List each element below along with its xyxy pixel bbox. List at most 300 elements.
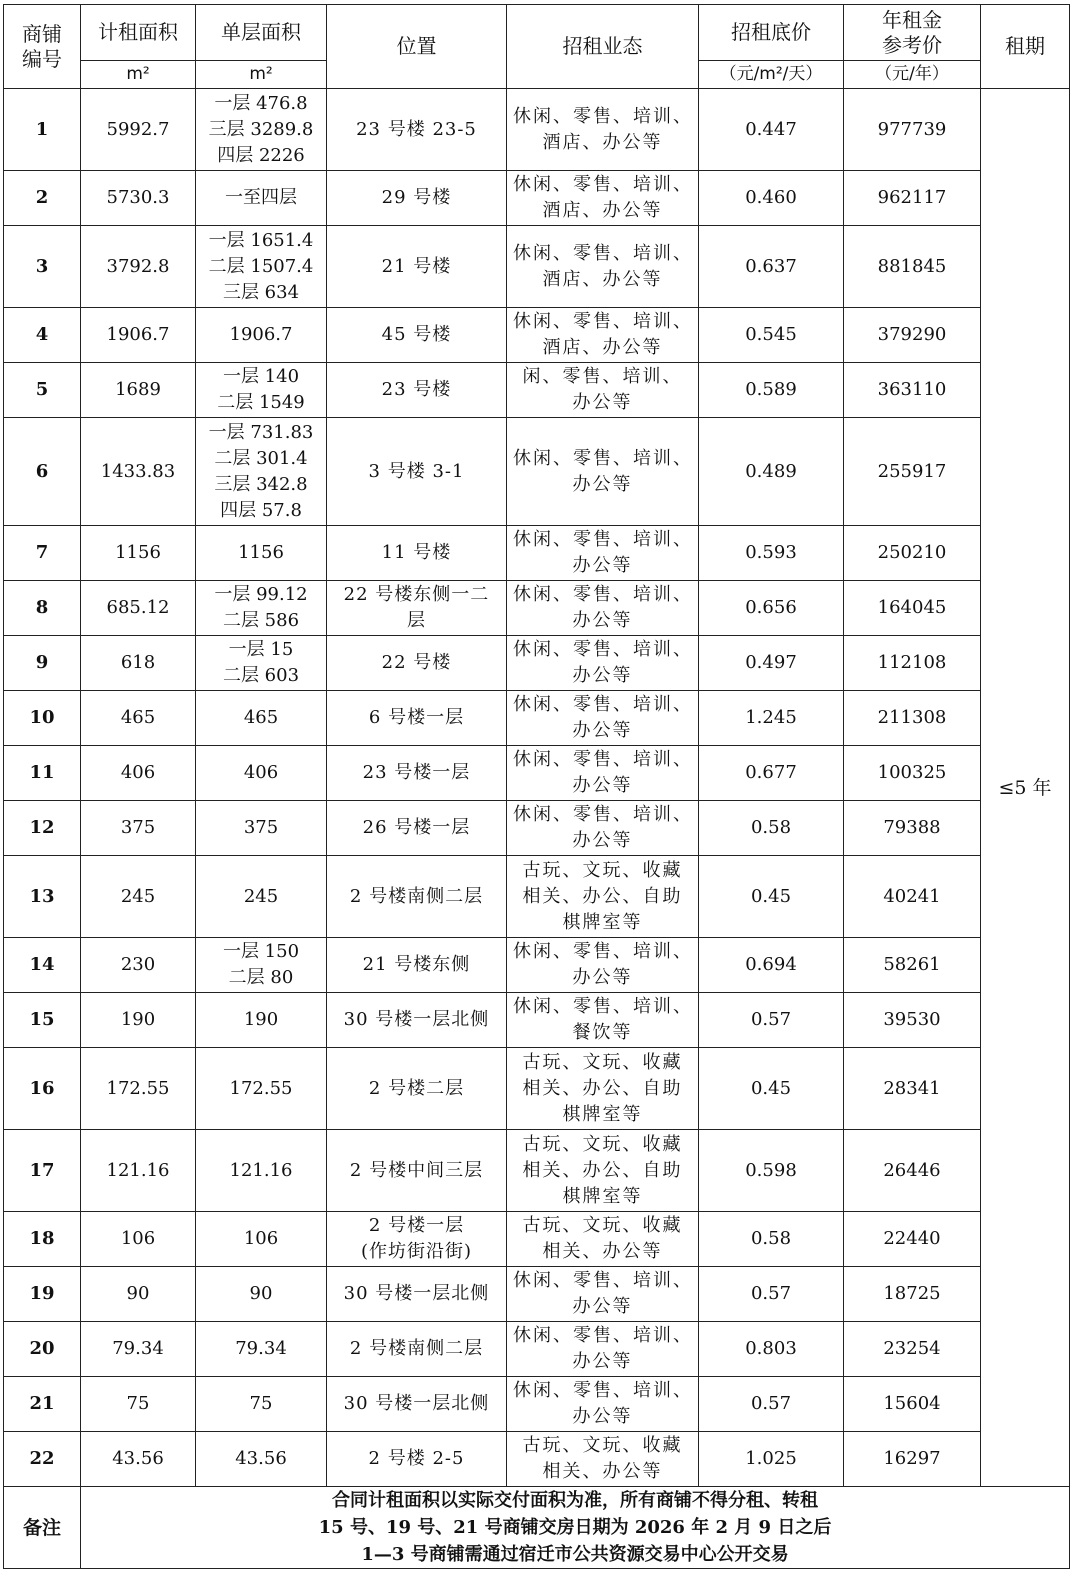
business-line: 办公等 <box>572 830 633 851</box>
table-row <box>4 171 1070 226</box>
business-line: 办公等 <box>572 1406 633 1427</box>
cell-location <box>327 1130 507 1212</box>
cell-floor-area <box>196 308 327 363</box>
location-line: 2 号楼中间三层 <box>349 1159 484 1181</box>
table-header <box>4 5 1070 89</box>
cell-annual-rent: 23254 <box>844 1322 981 1377</box>
cell-term: ≤5 年 <box>981 89 1070 1487</box>
location-line: 23 号楼 23-5 <box>356 118 477 140</box>
cell-shop-no: 17 <box>4 1130 81 1212</box>
cell-business <box>507 938 699 993</box>
cell-rent-area: 375 <box>81 801 196 856</box>
cell-floor-area <box>196 226 327 308</box>
cell-floor-area <box>196 89 327 171</box>
cell-annual-rent: 100325 <box>844 746 981 801</box>
table-row <box>4 89 1070 171</box>
cell-shop-no: 18 <box>4 1212 81 1267</box>
cell-floor-area <box>196 1432 327 1487</box>
floor-area-line: 1906.7 <box>229 324 293 345</box>
cell-annual-rent: 250210 <box>844 526 981 581</box>
business-line: 相关、办公、自助 <box>522 1077 683 1099</box>
cell-shop-no: 13 <box>4 856 81 938</box>
remark-line-3: 1—3 号商铺需通过宿迁市公共资源交易中心公开交易 <box>361 1544 789 1565</box>
cell-shop-no: 20 <box>4 1322 81 1377</box>
business-line: 休闲、零售、培训、 <box>513 749 693 770</box>
table-row <box>4 856 1070 938</box>
location-line: 2 号楼二层 <box>368 1077 465 1099</box>
cell-shop-no: 8 <box>4 581 81 636</box>
business-line: 休闲、零售、培训、 <box>513 941 693 962</box>
cell-floor-area <box>196 363 327 418</box>
business-line: 休闲、零售、培训、 <box>513 447 693 469</box>
cell-business <box>507 993 699 1048</box>
cell-business <box>507 226 699 308</box>
header-annual-rent-line1: 年租金 <box>882 7 942 32</box>
floor-area-line: 75 <box>249 1393 273 1414</box>
table-footer <box>4 1487 1070 1569</box>
header-shop-no <box>4 5 81 89</box>
cell-base-price: 1.025 <box>699 1432 844 1487</box>
business-line: 古玩、文玩、收藏 <box>522 859 683 881</box>
cell-location <box>327 938 507 993</box>
cell-floor-area <box>196 856 327 938</box>
cell-rent-area: 1433.83 <box>81 418 196 526</box>
cell-annual-rent: 28341 <box>844 1048 981 1130</box>
cell-base-price: 0.497 <box>699 636 844 691</box>
cell-annual-rent: 881845 <box>844 226 981 308</box>
header-base-price: 招租底价 <box>699 5 844 61</box>
location-line: 2 号楼南侧二层 <box>349 1338 484 1359</box>
cell-rent-area: 190 <box>81 993 196 1048</box>
business-line: 棋牌室等 <box>562 1185 643 1207</box>
cell-location <box>327 89 507 171</box>
cell-floor-area <box>196 1322 327 1377</box>
cell-shop-no: 6 <box>4 418 81 526</box>
cell-shop-no: 21 <box>4 1377 81 1432</box>
table-row <box>4 308 1070 363</box>
cell-base-price: 0.57 <box>699 993 844 1048</box>
cell-annual-rent: 79388 <box>844 801 981 856</box>
table-row <box>4 363 1070 418</box>
floor-area-line: 106 <box>243 1228 279 1249</box>
location-line: 23 号楼一层 <box>362 762 471 783</box>
cell-base-price: 0.593 <box>699 526 844 581</box>
business-line: 棋牌室等 <box>562 911 643 933</box>
cell-rent-area: 121.16 <box>81 1130 196 1212</box>
cell-business <box>507 746 699 801</box>
table-body <box>4 89 1070 1487</box>
business-line: 酒店、办公等 <box>542 337 663 358</box>
cell-location <box>327 171 507 226</box>
cell-business <box>507 89 699 171</box>
cell-shop-no: 5 <box>4 363 81 418</box>
cell-floor-area <box>196 1048 327 1130</box>
cell-shop-no: 4 <box>4 308 81 363</box>
business-line: 餐饮等 <box>572 1022 633 1043</box>
cell-location <box>327 1267 507 1322</box>
cell-rent-area: 79.34 <box>81 1322 196 1377</box>
floor-area-line: 一层 150 <box>222 941 300 962</box>
cell-annual-rent: 211308 <box>844 691 981 746</box>
floor-area-line: 465 <box>243 707 279 728</box>
cell-annual-rent: 58261 <box>844 938 981 993</box>
cell-annual-rent: 39530 <box>844 993 981 1048</box>
floor-area-line: 二层 301.4 <box>214 447 308 469</box>
business-line: 相关、办公、自助 <box>522 885 683 907</box>
business-line: 休闲、零售、培训、 <box>513 1325 693 1346</box>
table-row <box>4 226 1070 308</box>
floor-area-line: 375 <box>243 817 279 838</box>
location-line: 45 号楼 <box>381 324 452 345</box>
cell-location <box>327 636 507 691</box>
floor-area-line: 90 <box>249 1283 273 1304</box>
cell-base-price: 0.447 <box>699 89 844 171</box>
floor-area-line: 二层 80 <box>228 967 294 988</box>
business-line: 古玩、文玩、收藏 <box>522 1435 683 1456</box>
cell-annual-rent: 22440 <box>844 1212 981 1267</box>
table-row <box>4 691 1070 746</box>
business-line: 古玩、文玩、收藏 <box>522 1133 683 1155</box>
floor-area-line: 一层 15 <box>228 639 294 660</box>
location-line: 11 号楼 <box>381 542 452 563</box>
cell-annual-rent: 16297 <box>844 1432 981 1487</box>
cell-location <box>327 363 507 418</box>
cell-location <box>327 993 507 1048</box>
cell-rent-area: 618 <box>81 636 196 691</box>
location-line: 2 号楼 2-5 <box>368 1448 465 1469</box>
header-shop-no-line2: 编号 <box>22 46 62 71</box>
cell-shop-no: 14 <box>4 938 81 993</box>
business-line: 办公等 <box>572 473 633 495</box>
cell-rent-area: 465 <box>81 691 196 746</box>
table-row <box>4 938 1070 993</box>
cell-location <box>327 1377 507 1432</box>
business-line: 休闲、零售、培训、 <box>513 174 693 195</box>
location-line: 29 号楼 <box>381 187 452 208</box>
business-line: 相关、办公、自助 <box>522 1159 683 1181</box>
cell-base-price: 0.58 <box>699 1212 844 1267</box>
cell-shop-no: 22 <box>4 1432 81 1487</box>
business-line: 古玩、文玩、收藏 <box>522 1051 683 1073</box>
cell-location <box>327 1212 507 1267</box>
cell-base-price: 0.57 <box>699 1377 844 1432</box>
cell-floor-area <box>196 1130 327 1212</box>
cell-annual-rent: 26446 <box>844 1130 981 1212</box>
cell-base-price: 0.694 <box>699 938 844 993</box>
cell-location <box>327 308 507 363</box>
floor-area-line: 二层 1549 <box>217 392 305 413</box>
business-line: 酒店、办公等 <box>542 268 663 290</box>
cell-annual-rent: 164045 <box>844 581 981 636</box>
floor-area-line: 二层 603 <box>222 665 300 686</box>
cell-business <box>507 171 699 226</box>
cell-business <box>507 1130 699 1212</box>
cell-shop-no: 11 <box>4 746 81 801</box>
remarks-label: 备注 <box>4 1487 81 1569</box>
cell-base-price: 0.637 <box>699 226 844 308</box>
business-line: 休闲、零售、培训、 <box>513 1270 693 1291</box>
cell-annual-rent: 255917 <box>844 418 981 526</box>
business-line: 办公等 <box>572 1351 633 1372</box>
unit-base-price: （元/m²/天） <box>699 61 844 89</box>
business-line: 休闲、零售、培训、 <box>513 1380 693 1401</box>
business-line: 办公等 <box>572 610 633 631</box>
cell-rent-area: 685.12 <box>81 581 196 636</box>
floor-area-line: 一层 1651.4 <box>208 229 314 251</box>
floor-area-line: 190 <box>243 1009 279 1030</box>
location-line: 26 号楼一层 <box>362 817 471 838</box>
location-line: 3 号楼 3-1 <box>368 460 465 482</box>
cell-base-price: 0.45 <box>699 856 844 938</box>
cell-business <box>507 308 699 363</box>
cell-annual-rent: 112108 <box>844 636 981 691</box>
business-line: 休闲、零售、培训、 <box>513 996 693 1017</box>
business-line: 休闲、零售、培训、 <box>513 639 693 660</box>
cell-rent-area: 406 <box>81 746 196 801</box>
unit-annual-rent: （元/年） <box>844 61 981 89</box>
cell-location <box>327 1322 507 1377</box>
table-row <box>4 418 1070 526</box>
remarks-row <box>4 1487 1070 1569</box>
cell-business <box>507 526 699 581</box>
location-line: (作坊街沿街) <box>360 1241 473 1262</box>
cell-floor-area <box>196 418 327 526</box>
cell-annual-rent: 379290 <box>844 308 981 363</box>
table-row <box>4 526 1070 581</box>
cell-rent-area: 5730.3 <box>81 171 196 226</box>
floor-area-line: 43.56 <box>235 1448 287 1469</box>
cell-rent-area: 1156 <box>81 526 196 581</box>
location-line: 23 号楼 <box>381 379 452 400</box>
unit-rent-area: m² <box>81 61 196 89</box>
business-line: 休闲、零售、培训、 <box>513 242 693 264</box>
cell-business <box>507 636 699 691</box>
business-line: 休闲、零售、培训、 <box>513 311 693 332</box>
shop-rental-table <box>3 4 1070 1569</box>
cell-floor-area <box>196 746 327 801</box>
business-line: 办公等 <box>572 555 633 576</box>
business-line: 酒店、办公等 <box>542 200 663 221</box>
cell-base-price: 0.677 <box>699 746 844 801</box>
header-business: 招租业态 <box>507 5 699 89</box>
cell-shop-no: 2 <box>4 171 81 226</box>
location-line: 30 号楼一层北侧 <box>343 1009 490 1030</box>
cell-business <box>507 1322 699 1377</box>
location-line: 2 号楼南侧二层 <box>349 885 484 907</box>
cell-business <box>507 801 699 856</box>
table-row <box>4 1130 1070 1212</box>
location-line: 22 号楼 <box>381 652 452 673</box>
cell-business <box>507 1432 699 1487</box>
table-row <box>4 1212 1070 1267</box>
cell-base-price: 0.57 <box>699 1267 844 1322</box>
location-line: 21 号楼东侧 <box>362 954 471 975</box>
cell-base-price: 0.803 <box>699 1322 844 1377</box>
cell-shop-no: 3 <box>4 226 81 308</box>
cell-shop-no: 16 <box>4 1048 81 1130</box>
cell-base-price: 0.489 <box>699 418 844 526</box>
cell-business <box>507 1267 699 1322</box>
cell-rent-area: 1906.7 <box>81 308 196 363</box>
location-line: 21 号楼 <box>381 255 452 277</box>
business-line: 古玩、文玩、收藏 <box>522 1215 683 1236</box>
location-line: 层 <box>407 610 426 631</box>
cell-base-price: 0.460 <box>699 171 844 226</box>
floor-area-line: 一层 731.83 <box>208 421 314 443</box>
table-row <box>4 1048 1070 1130</box>
remark-line-2: 15 号、19 号、21 号商铺交房日期为 2026 年 2 月 9 日之后 <box>318 1517 832 1538</box>
cell-shop-no: 12 <box>4 801 81 856</box>
cell-annual-rent: 977739 <box>844 89 981 171</box>
location-line: 30 号楼一层北侧 <box>343 1393 490 1414</box>
cell-base-price: 0.589 <box>699 363 844 418</box>
cell-floor-area <box>196 993 327 1048</box>
cell-business <box>507 1212 699 1267</box>
cell-business <box>507 363 699 418</box>
cell-business <box>507 691 699 746</box>
cell-rent-area: 3792.8 <box>81 226 196 308</box>
cell-rent-area: 1689 <box>81 363 196 418</box>
cell-floor-area <box>196 938 327 993</box>
location-line: 22 号楼东侧一二 <box>343 584 490 605</box>
cell-floor-area <box>196 1212 327 1267</box>
location-line: 2 号楼一层 <box>368 1215 465 1236</box>
floor-area-line: 三层 3289.8 <box>208 118 314 140</box>
header-rent-area: 计租面积 <box>81 5 196 61</box>
table-row <box>4 1377 1070 1432</box>
business-line: 闲、零售、培训、 <box>522 366 683 387</box>
cell-location <box>327 226 507 308</box>
cell-base-price: 0.545 <box>699 308 844 363</box>
floor-area-line: 一层 140 <box>222 366 300 387</box>
header-annual-rent-line2: 参考价 <box>882 32 942 57</box>
business-line: 酒店、办公等 <box>542 131 663 153</box>
cell-location <box>327 581 507 636</box>
floor-area-line: 二层 1507.4 <box>208 255 314 277</box>
business-line: 休闲、零售、培训、 <box>513 804 693 825</box>
remark-line-1: 合同计租面积以实际交付面积为准，所有商铺不得分租、转租 <box>332 1490 818 1511</box>
business-line: 棋牌室等 <box>562 1103 643 1125</box>
cell-location <box>327 526 507 581</box>
cell-floor-area <box>196 1377 327 1432</box>
business-line: 休闲、零售、培训、 <box>513 694 693 715</box>
cell-rent-area: 43.56 <box>81 1432 196 1487</box>
cell-business <box>507 581 699 636</box>
header-annual-rent <box>844 5 981 61</box>
header-floor-area: 单层面积 <box>196 5 327 61</box>
floor-area-line: 121.16 <box>229 1159 293 1181</box>
cell-shop-no: 9 <box>4 636 81 691</box>
floor-area-line: 一至四层 <box>225 187 297 208</box>
floor-area-line: 一层 476.8 <box>214 92 308 114</box>
cell-location <box>327 1048 507 1130</box>
floor-area-line: 四层 2226 <box>217 144 305 166</box>
cell-location <box>327 746 507 801</box>
table-row <box>4 993 1070 1048</box>
table-row <box>4 746 1070 801</box>
business-line: 休闲、零售、培训、 <box>513 584 693 605</box>
remarks-text <box>81 1487 1070 1569</box>
cell-base-price: 0.45 <box>699 1048 844 1130</box>
floor-area-line: 三层 342.8 <box>214 473 308 495</box>
cell-location <box>327 1432 507 1487</box>
business-line: 办公等 <box>572 775 633 796</box>
cell-base-price: 0.656 <box>699 581 844 636</box>
floor-area-line: 三层 634 <box>222 281 300 303</box>
cell-rent-area: 245 <box>81 856 196 938</box>
cell-business <box>507 1048 699 1130</box>
header-shop-no-line1: 商铺 <box>22 21 62 46</box>
cell-rent-area: 230 <box>81 938 196 993</box>
cell-location <box>327 856 507 938</box>
location-line: 30 号楼一层北侧 <box>343 1283 490 1304</box>
business-line: 相关、办公等 <box>542 1461 663 1482</box>
unit-floor-area: m² <box>196 61 327 89</box>
header-location: 位置 <box>327 5 507 89</box>
cell-shop-no: 1 <box>4 89 81 171</box>
table-row <box>4 1322 1070 1377</box>
cell-shop-no: 15 <box>4 993 81 1048</box>
cell-business <box>507 418 699 526</box>
cell-rent-area: 5992.7 <box>81 89 196 171</box>
table-row <box>4 801 1070 856</box>
business-line: 办公等 <box>572 1296 633 1317</box>
header-row <box>4 5 1070 61</box>
cell-rent-area: 90 <box>81 1267 196 1322</box>
cell-rent-area: 75 <box>81 1377 196 1432</box>
cell-location <box>327 801 507 856</box>
cell-location <box>327 418 507 526</box>
cell-annual-rent: 15604 <box>844 1377 981 1432</box>
cell-floor-area <box>196 801 327 856</box>
floor-area-line: 79.34 <box>235 1338 287 1359</box>
table-row <box>4 636 1070 691</box>
cell-shop-no: 7 <box>4 526 81 581</box>
cell-shop-no: 10 <box>4 691 81 746</box>
floor-area-line: 406 <box>243 762 279 783</box>
cell-floor-area <box>196 171 327 226</box>
cell-shop-no: 19 <box>4 1267 81 1322</box>
cell-base-price: 0.58 <box>699 801 844 856</box>
cell-annual-rent: 18725 <box>844 1267 981 1322</box>
header-term: 租期 <box>981 5 1070 89</box>
cell-annual-rent: 40241 <box>844 856 981 938</box>
floor-area-line: 1156 <box>238 542 284 563</box>
business-line: 休闲、零售、培训、 <box>513 529 693 550</box>
business-line: 相关、办公等 <box>542 1241 663 1262</box>
business-line: 办公等 <box>572 967 633 988</box>
business-line: 办公等 <box>572 720 633 741</box>
cell-business <box>507 856 699 938</box>
table-row <box>4 1432 1070 1487</box>
cell-rent-area: 172.55 <box>81 1048 196 1130</box>
cell-floor-area <box>196 636 327 691</box>
table-row <box>4 581 1070 636</box>
cell-base-price: 1.245 <box>699 691 844 746</box>
cell-business <box>507 1377 699 1432</box>
business-line: 休闲、零售、培训、 <box>513 105 693 127</box>
cell-floor-area <box>196 691 327 746</box>
cell-location <box>327 691 507 746</box>
location-line: 6 号楼一层 <box>368 707 465 728</box>
cell-annual-rent: 363110 <box>844 363 981 418</box>
floor-area-line: 四层 57.8 <box>220 499 302 521</box>
business-line: 办公等 <box>572 665 633 686</box>
cell-annual-rent: 962117 <box>844 171 981 226</box>
cell-floor-area <box>196 581 327 636</box>
cell-floor-area <box>196 1267 327 1322</box>
business-line: 办公等 <box>572 392 633 413</box>
